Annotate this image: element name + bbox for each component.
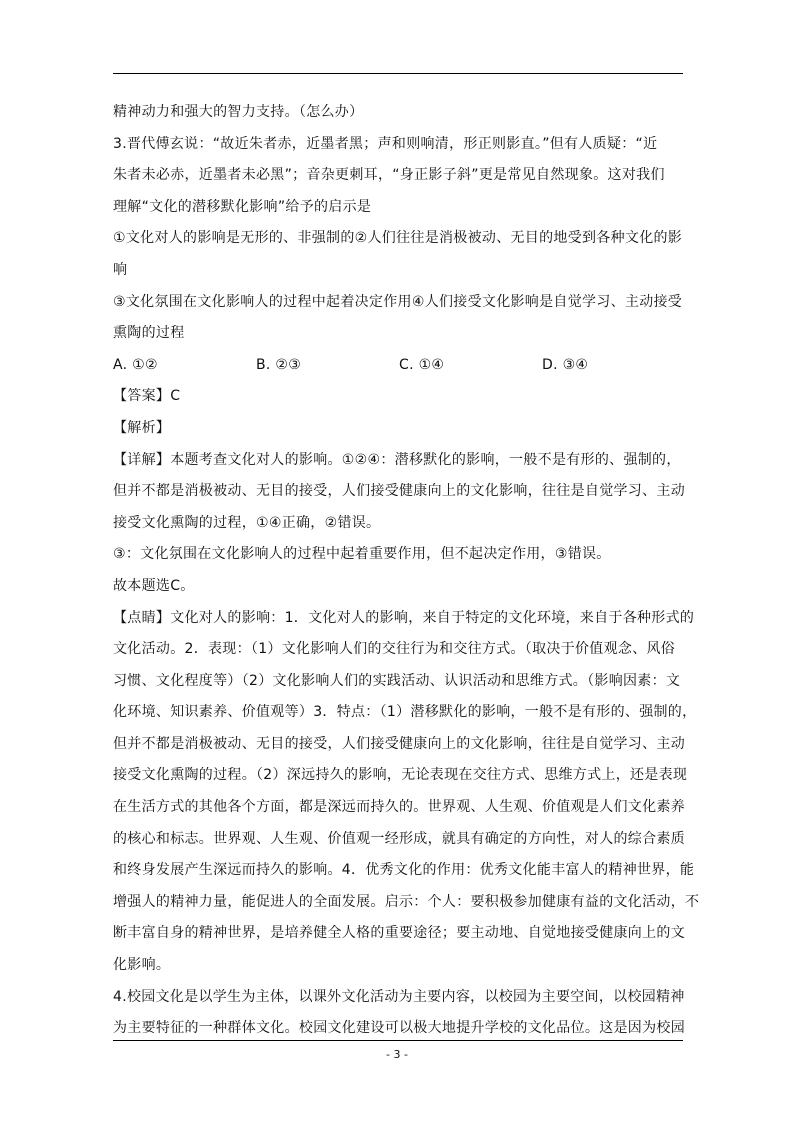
page-number: - 3 - (386, 1048, 408, 1061)
text-line: 3.晋代傅玄说：“故近朱者赤，近墨者黑；声和则响清，形正则影直。”但有人质疑：“近 (113, 135, 658, 152)
text-line: 化环境、知识素养、价值观等）3．特点：（1）潜移默化的影响，一般不是有形的、强制的， (113, 704, 697, 721)
text-line: 习惯、文化程度等）（2）文化影响人们的实践活动、认识活动和思维方式。（影响因素：文 (113, 672, 681, 689)
footer-rule (113, 1040, 683, 1041)
text-line: 理解“文化的潜移默化影响”给予的启示是 (113, 198, 372, 215)
answer-options (113, 350, 685, 382)
text-line: 和终身发展产生深远而持久的影响。4．优秀文化的作用：优秀文化能丰富人的精神世界，能 (113, 862, 695, 879)
text-line: 接受文化熏陶的过程。（2）深远持久的影响，无论表现在交往方式、思维方式上，还是表现 (113, 767, 688, 784)
header-rule (113, 73, 683, 74)
text-line: ③文化氛围在文化影响人的过程中起着决定作用④人们接受文化影响是自觉学习、主动接受 (113, 293, 683, 310)
text-line: 文化活动。2．表现：（1）文化影响人们的交往行为和交往方式。（取决于价值观念、风俗 (113, 641, 676, 658)
text-line: 故本题选C。 (113, 577, 195, 594)
text-line: 化影响。 (113, 957, 171, 974)
text-line: 【详解】本题考查文化对人的影响。①②④：潜移默化的影响，一般不是有形的、强制的， (113, 451, 681, 468)
option-c: C. ①④ (399, 356, 445, 373)
text-line: 接受文化熏陶的过程，①④正确，②错误。 (113, 514, 381, 531)
answer-line: 【答案】C (113, 388, 181, 405)
text-line: 的核心和标志。世界观、人生观、价值观一经形成，就具有确定的方向性，对人的综合素质 (113, 830, 685, 847)
question-block (113, 97, 685, 350)
option-b: B. ②③ (256, 356, 302, 373)
text-line: 但并不都是消极被动、无目的接受，人们接受健康向上的文化影响，往往是自觉学习、主动 (113, 735, 685, 752)
text-line: 为主要特征的一种群体文化。校园文化建设可以极大地提升学校的文化品位。这是因为校园 (113, 1020, 685, 1037)
analysis-block (113, 381, 700, 1044)
option-a: A. ①② (113, 356, 158, 373)
text-line: 断丰富自身的精神世界，是培养健全人格的重要途径；要主动地、自觉地接受健康向上的文 (113, 925, 685, 942)
text-line: 在生活方式的其他各个方面，都是深远而持久的。世界观、人生观、价值观是人们文化素养 (113, 799, 685, 816)
text-line: 熏陶的过程 (113, 325, 185, 342)
text-line: 增强人的精神力量，能促进人的全面发展。启示：个人：要积极参加健康有益的文化活动，不 (113, 893, 700, 910)
option-d: D. ③④ (542, 356, 589, 373)
text-line: ①文化对人的影响是无形的、非强制的②人们往往是消极被动、无目的地受到各种文化的影 (113, 230, 683, 247)
text-line: 精神动力和强大的智力支持。（怎么办） (113, 104, 364, 120)
text-line: 响 (113, 261, 128, 278)
text-line: ③：文化氛围在文化影响人的过程中起着重要作用，但不起决定作用，③错误。 (113, 546, 611, 563)
text-line: 4.校园文化是以学生为主体，以课外文化活动为主要内容，以校园为主要空间，以校园精神 (113, 988, 685, 1005)
text-line: 但并不都是消极被动、无目的接受，人们接受健康向上的文化影响，往往是自觉学习、主动 (113, 483, 685, 500)
analysis-heading: 【解析】 (113, 419, 171, 436)
text-line: 朱者未必赤，近墨者未必黑”；音杂更刺耳，“身正影子斜”更是常见自然现象。这对我们 (113, 167, 665, 184)
page-content (113, 97, 700, 1045)
text-line: 【点睛】文化对人的影响：1．文化对人的影响，来自于特定的文化环境，来自于各种形式的 (113, 609, 695, 626)
